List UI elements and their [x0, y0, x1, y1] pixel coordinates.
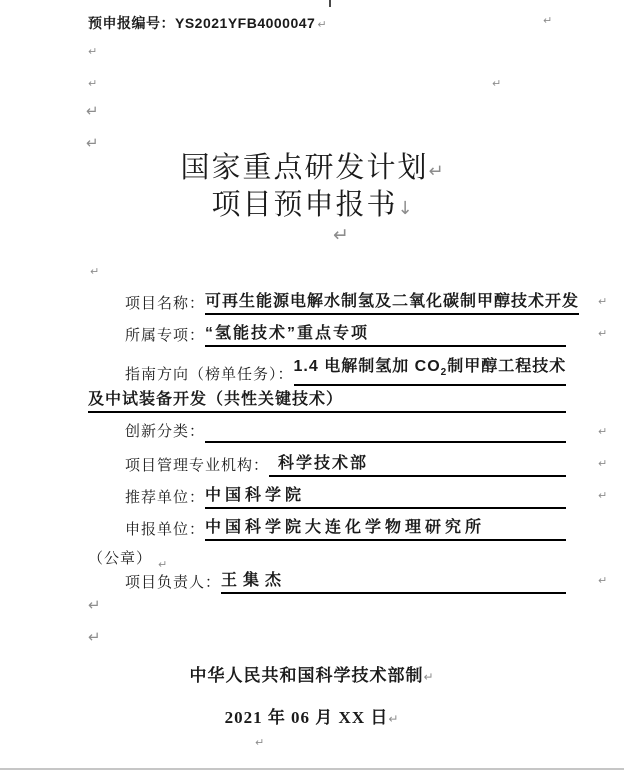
paragraph-mark-icon: ↵	[428, 161, 444, 182]
field-management-agency	[88, 453, 566, 477]
field-special-project	[88, 323, 566, 347]
field-value-underlined: “氢能技术”重点专项	[205, 323, 566, 347]
field-label: 项目名称：	[125, 295, 206, 312]
field-project-leader	[88, 570, 566, 594]
paragraph-mark-icon: ↵	[86, 102, 99, 120]
field-value-underlined-empty	[205, 441, 566, 443]
title-line-1	[0, 150, 624, 187]
field-value-underlined: 中国科学院大连化学物理研究所	[205, 517, 566, 541]
guide-direction-post: 制甲醇工程技术	[447, 358, 567, 375]
field-value-underlined: 科学技术部	[269, 453, 566, 477]
paragraph-mark-icon: ↵	[423, 670, 435, 684]
guide-direction-pre: 1.4 电解制氢加 CO	[293, 358, 441, 375]
paragraph-mark-icon: ↵	[317, 18, 328, 31]
paragraph-mark-icon: ↵	[492, 77, 502, 90]
field-label: 推荐单位：	[125, 489, 206, 506]
seal-label: （公章）	[88, 550, 153, 567]
paragraph-mark-icon: ↵	[333, 224, 349, 246]
paragraph-mark-icon: ↵	[598, 457, 608, 470]
pre-application-number	[88, 13, 327, 33]
field-project-name	[88, 291, 580, 315]
footer-date-text: 2021 年 06 月 XX 日	[224, 708, 389, 727]
paragraph-mark-icon: ↵	[598, 574, 608, 587]
paragraph-mark-icon: ↵	[388, 712, 400, 726]
field-label: 项目负责人：	[125, 574, 222, 591]
field-recommend-unit	[88, 485, 566, 509]
paragraph-mark-icon: ↵	[255, 736, 265, 749]
field-guide-direction-line2	[88, 389, 566, 413]
paragraph-mark-icon: ↵	[598, 489, 608, 502]
title-line-2	[0, 187, 624, 224]
field-value-underlined: 可再生能源电解水制氢及二氧化碳制甲醇技术开发	[205, 291, 579, 315]
page-bottom-edge	[0, 768, 624, 770]
footer-date	[0, 703, 624, 728]
paragraph-mark-icon: ↵	[86, 134, 99, 152]
field-label: 指南方向（榜单任务）：	[125, 366, 294, 384]
field-innovation-category	[88, 421, 566, 443]
footer-publisher-text: 中华人民共和国科学技术部制	[189, 666, 424, 685]
line-break-mark-icon: ↓	[397, 198, 413, 219]
paragraph-mark-icon: ↵	[598, 425, 608, 438]
paragraph-mark-icon: ↵	[90, 265, 100, 278]
pre-application-number-text: 预申报编号：YS2021YFB4000047	[88, 15, 316, 31]
paragraph-mark-icon: ↵	[158, 558, 168, 571]
paragraph-mark-icon: ↵	[88, 628, 101, 646]
official-seal-note	[88, 548, 566, 570]
title-line-2-text: 项目预申报书	[211, 189, 398, 221]
title-line-1-text: 国家重点研发计划	[180, 152, 429, 184]
field-applicant-unit	[88, 517, 566, 541]
paragraph-mark-icon: ↵	[543, 14, 553, 27]
paragraph-mark-icon: ↵	[598, 327, 608, 340]
field-value-underlined: 中国科学院	[205, 485, 566, 509]
document-title	[0, 150, 624, 224]
field-value-underlined: 王集杰	[221, 570, 566, 594]
field-label: 所属专项：	[125, 327, 206, 344]
paragraph-mark-icon: ↵	[598, 295, 608, 308]
field-label: 项目管理专业机构：	[125, 457, 270, 474]
paragraph-mark-icon: ↵	[88, 596, 101, 614]
field-label: 创新分类：	[125, 423, 206, 440]
field-value-underlined	[294, 356, 567, 386]
field-guide-direction-line1	[88, 356, 566, 386]
co2-subscript: 2	[440, 367, 448, 379]
paragraph-mark-icon: ↵	[88, 45, 98, 58]
field-label: 申报单位：	[125, 521, 206, 538]
text-cursor-tick	[329, 0, 331, 7]
paragraph-mark-icon: ↵	[88, 77, 98, 90]
field-value-underlined: 及中试装备开发（共性关键技术）	[88, 389, 566, 413]
footer-publisher	[0, 661, 624, 686]
